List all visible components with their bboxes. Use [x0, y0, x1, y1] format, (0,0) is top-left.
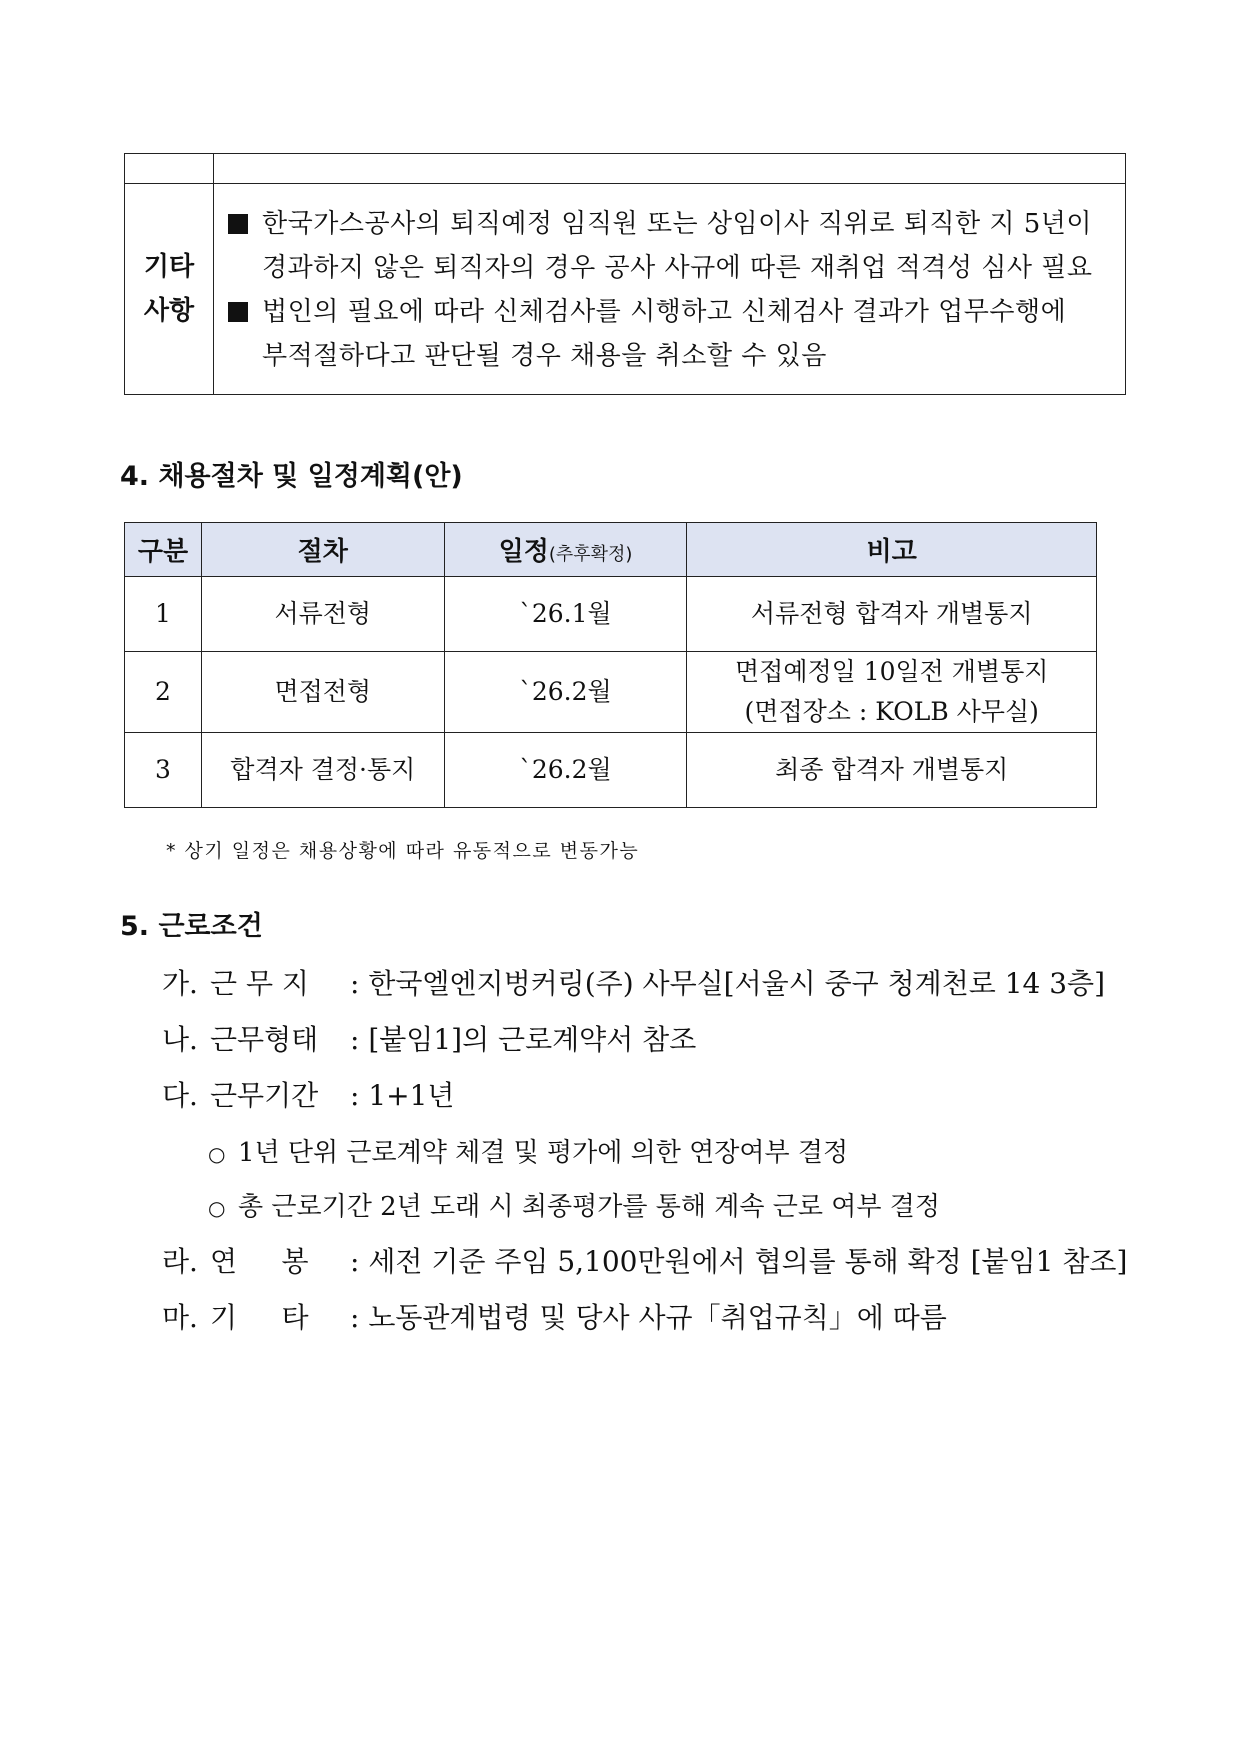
section-4-title: 4. 채용절차 및 일정계획(안) — [120, 461, 463, 492]
remark-line: 최종 합격자 개별통지 — [775, 755, 1009, 784]
sub-item-text: 총 근로기간 2년 도래 시 최종평가를 통해 계속 근로 여부 결정 — [238, 1192, 940, 1222]
header-no: 구분 — [125, 523, 202, 577]
condition-key: 근무기간 — [210, 1079, 319, 1112]
sub-item — [208, 1132, 848, 1169]
cell-no: 2 — [125, 652, 202, 733]
other-label-cell — [125, 184, 214, 395]
bullet-line: 법인의 필요에 따라 신체검사를 시행하고 신체검사 결과가 업무수행에 — [262, 297, 1067, 327]
header-date — [444, 523, 687, 577]
condition-tag: 다. — [162, 1079, 198, 1112]
schedule-note: * 상기 일정은 채용상황에 따라 유동적으로 변동가능 — [166, 840, 640, 862]
bullet-list — [214, 184, 1125, 394]
cell-no: 1 — [125, 577, 202, 652]
bullet-line: 한국가스공사의 퇴직예정 임직원 또는 상임이사 직위로 퇴직한 지 5년이 — [262, 209, 1093, 239]
cell-step: 면접전형 — [201, 652, 444, 733]
section-5-title: 5. 근로조건 — [120, 911, 263, 942]
cell-remark — [687, 652, 1097, 733]
cell-remark — [687, 733, 1097, 808]
condition-key: 기 타 — [210, 1301, 309, 1334]
condition-etc — [162, 1296, 947, 1336]
cell-date: `26.1월 — [444, 577, 687, 652]
square-bullet-icon — [228, 214, 248, 234]
condition-tag: 나. — [162, 1023, 198, 1056]
condition-tag: 마. — [162, 1301, 198, 1334]
bullet-item — [228, 290, 1115, 378]
bullet-line: 경과하지 않은 퇴직자의 경우 공사 사규에 따른 재취업 적격성 심사 필요 — [262, 253, 1093, 283]
circle-bullet-icon: ○ — [208, 1142, 226, 1166]
condition-value: : 한국엘엔지벙커링(주) 사무실[서울시 중구 청계천로 14 3층] — [350, 967, 1106, 1000]
header-remark: 비고 — [687, 523, 1097, 577]
bullet-text — [262, 202, 1115, 290]
condition-work-type — [162, 1018, 696, 1058]
condition-tag: 가. — [162, 967, 198, 1000]
cell-no: 3 — [125, 733, 202, 808]
condition-value: : 세전 기준 주임 5,100만원에서 협의를 통해 확정 [붙임1 참조] — [350, 1245, 1128, 1278]
condition-key: 근무형태 — [210, 1023, 319, 1056]
sub-item-text: 1년 단위 근로계약 체결 및 평가에 의한 연장여부 결정 — [238, 1138, 849, 1168]
remark-line: 면접예정일 10일전 개별통지 — [735, 657, 1049, 686]
bullet-item — [228, 202, 1115, 290]
remark-line: (면접장소 : KOLB 사무실) — [744, 697, 1039, 726]
condition-key: 근 무 지 — [210, 967, 309, 1000]
other-label-line: 사항 — [143, 296, 195, 326]
condition-key: 연 봉 — [210, 1245, 309, 1278]
sub-item — [208, 1186, 940, 1223]
circle-bullet-icon: ○ — [208, 1196, 226, 1220]
procedure-table — [124, 522, 1097, 808]
table-row — [125, 577, 1097, 652]
header-step: 절차 — [201, 523, 444, 577]
condition-value: : 1+1년 — [350, 1079, 455, 1112]
table-row — [125, 652, 1097, 733]
condition-salary — [162, 1240, 1127, 1280]
table-row — [125, 184, 1126, 395]
empty-cell — [214, 154, 1126, 184]
remark-line: 서류전형 합격자 개별통지 — [750, 599, 1033, 628]
table-row — [125, 733, 1097, 808]
condition-tag: 라. — [162, 1245, 198, 1278]
condition-value: : 노동관계법령 및 당사 사규「취업규칙」에 따름 — [350, 1301, 947, 1334]
table-row — [125, 154, 1126, 184]
other-content-cell — [214, 184, 1126, 395]
other-matters-table — [124, 153, 1126, 395]
condition-workplace — [162, 962, 1105, 1002]
table-header-row — [125, 523, 1097, 577]
header-date-label: 일정 — [498, 537, 549, 567]
cell-step: 서류전형 — [201, 577, 444, 652]
bullet-line: 부적절하다고 판단될 경우 채용을 취소할 수 있음 — [262, 341, 827, 371]
condition-work-period — [162, 1074, 454, 1114]
other-label-line: 기타 — [143, 252, 195, 282]
cell-date: `26.2월 — [444, 652, 687, 733]
condition-value: : [붙임1]의 근로계약서 참조 — [350, 1023, 697, 1056]
cell-date: `26.2월 — [444, 733, 687, 808]
bullet-text — [262, 290, 1115, 378]
cell-remark — [687, 577, 1097, 652]
cell-step: 합격자 결정·통지 — [201, 733, 444, 808]
empty-cell — [125, 154, 214, 184]
header-date-note: (추후확정) — [548, 544, 633, 565]
square-bullet-icon — [228, 302, 248, 322]
